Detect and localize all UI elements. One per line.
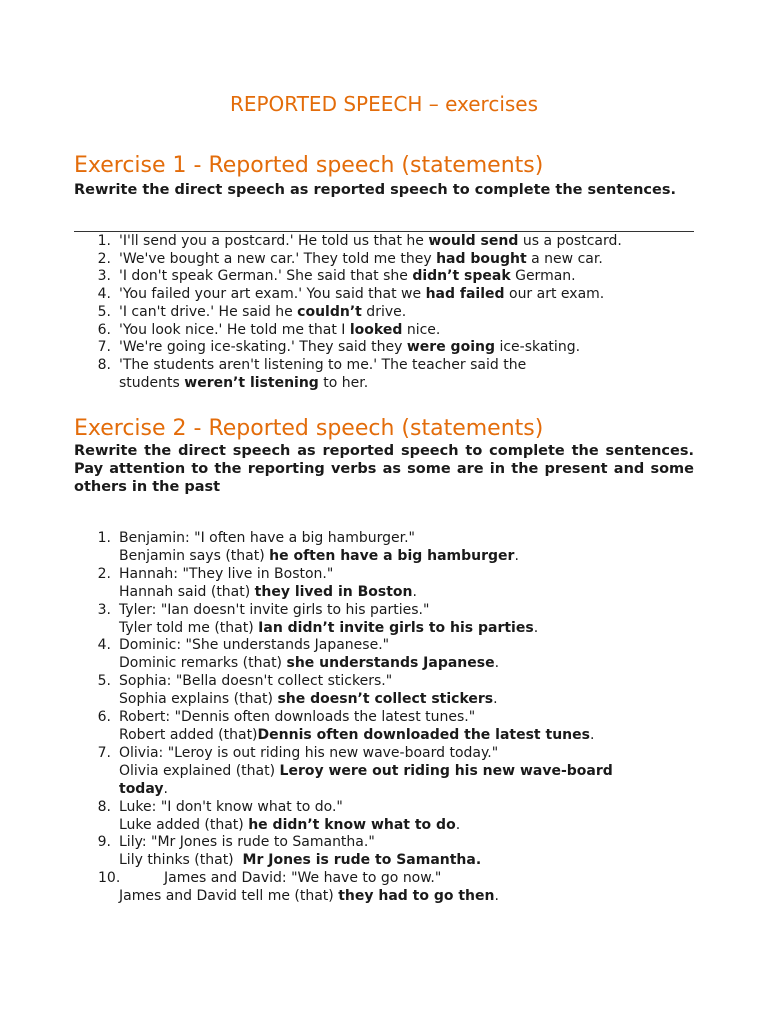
list-item: 5. 'I can't drive.' He said he couldn’t drive. (97, 303, 407, 320)
answer: she doesn’t collect stickers (277, 691, 494, 708)
answer: didn’t speak (412, 268, 511, 285)
exercise2-heading: Exercise 2 - Reported speech (statements) (74, 416, 544, 441)
list-item: 8. Luke: "I don't know what to do." Luke added (that) he didn’t know what to do. (97, 798, 461, 833)
answer: looked (349, 321, 403, 338)
exercise1-heading: Exercise 1 - Reported speech (statements) (74, 153, 544, 178)
list-item: 2. Hannah: "They live in Boston." Hannah said (that) they lived in Boston. (97, 565, 417, 600)
answer: she understands Japanese (286, 655, 495, 672)
answer: had bought (436, 250, 527, 267)
exercise1-list (74, 233, 694, 392)
exercise1-divider (74, 231, 694, 232)
list-item: 1. Benjamin: "I often have a big hamburger." Benjamin says (that) he often have a big hamburger. (97, 530, 519, 564)
list-item: 6. 'You look nice.' He told me that I looked nice. (97, 321, 441, 338)
answer: couldn’t (297, 303, 362, 320)
answer: Ian didn’t invite girls to his parties (258, 619, 534, 636)
answer: Leroy were out riding his new wave-board (279, 762, 613, 779)
list-item: 7. Olivia: "Leroy is out riding his new wave-board today." Olivia explained (that) Leroy were out riding his new wave-board today. (97, 744, 613, 797)
answer: Dennis often downloaded the latest tunes (257, 726, 590, 743)
list-item: 7. 'We're going ice-skating.' They said they were going ice-skating. (97, 339, 581, 356)
list-item: 3. Tyler: "Ian doesn't invite girls to his parties." Tyler told me (that) Ian didn’t invite girls to his parties. (97, 601, 539, 636)
answer: had failed (425, 286, 505, 303)
list-item: 5. Sophia: "Bella doesn't collect stickers." Sophia explains (that) she doesn’t collect stickers. (97, 673, 498, 708)
answer: would send (428, 233, 519, 249)
list-item: 1. 'I'll send you a postcard.' He told us that he would send us a postcard. (97, 233, 622, 249)
answer: they had to go then (338, 888, 495, 905)
answer: he often have a big hamburger (269, 547, 515, 564)
answer: weren’t listening (184, 374, 319, 391)
list-item: 4. 'You failed your art exam.' You said that we had failed our art exam. (97, 286, 605, 303)
answer: he didn’t know what to do (248, 816, 456, 833)
list-item: 10. James and David: "We have to go now." James and David tell me (that) they had to go then. (98, 870, 499, 905)
list-item: 6. Robert: "Dennis often downloads the latest tunes." Robert added (that)Dennis often downloaded the latest tunes. (97, 709, 595, 743)
list-item: 4. Dominic: "She understands Japanese." Dominic remarks (that) she understands Japanese. (97, 637, 500, 672)
list-item: 3. 'I don't speak German.' She said that she didn’t speak German. (97, 268, 576, 285)
list-item: 9. Lily: "Mr Jones is rude to Samantha." Lily thinks (that) Mr Jones is rude to Samantha. (97, 834, 482, 869)
list-item: 8. 'The students aren't listening to me.' The teacher said the students weren’t listening to her. (97, 356, 527, 391)
exercise2-list (74, 530, 694, 906)
answer-continued: today (119, 780, 164, 797)
exercise1-instruction: Rewrite the direct speech as reported speech to complete the sentences. (74, 182, 676, 198)
document-title: REPORTED SPEECH – exercises (229, 92, 539, 116)
answer: were going (406, 339, 495, 356)
answer: Mr Jones is rude to Samantha. (242, 852, 482, 869)
exercise2-instruction: Rewrite the direct speech as reported speech to complete the sentences. Pay attention to the reporting verbs as some are in the present and some others in the past (74, 443, 694, 495)
answer: they lived in Boston (254, 583, 413, 600)
list-item: 2. 'We've bought a new car.' They told me they had bought a new car. (97, 250, 603, 267)
